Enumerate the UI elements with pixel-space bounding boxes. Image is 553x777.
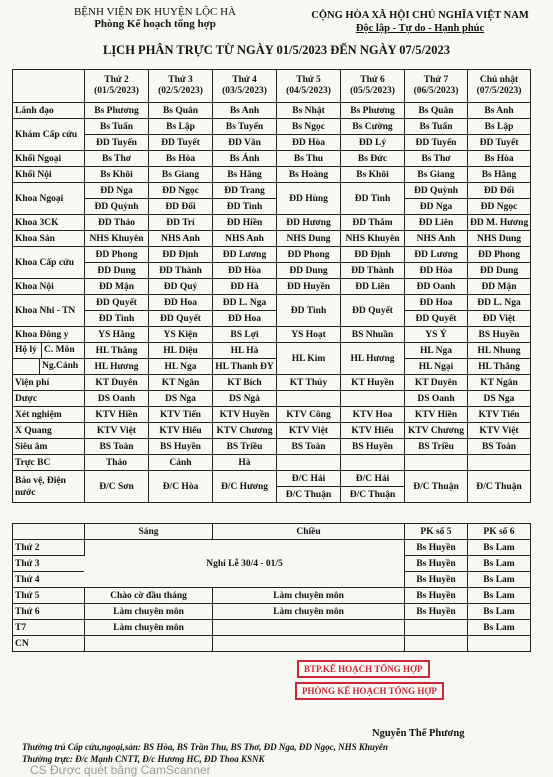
duty-cell: ĐD Tình [277, 295, 341, 327]
duty-cell: ĐD Hà [213, 279, 277, 295]
approval-stamp: BTP.KẾ HOẠCH TỔNG HỢP [297, 660, 430, 678]
duty-cell: Bs Phương [341, 103, 405, 119]
dept-label: Viện phí [13, 375, 85, 391]
day-header: Thứ 7 (06/5/2023) [405, 70, 468, 103]
day-label: Thứ 3 [13, 556, 85, 572]
day-label: Thứ 4 [13, 572, 85, 588]
duty-cell: ĐD L. Nga [213, 295, 277, 311]
table-row [13, 375, 531, 391]
duty-cell: Bs Khôi [85, 167, 149, 183]
duty-cell: ĐD Tình [85, 311, 149, 327]
duty-cell: Đ/C Hòa [149, 471, 213, 503]
day-label: Thứ 6 [13, 604, 85, 620]
duty-cell: Đ/C Hương [213, 471, 277, 503]
duty-cell: Bs Ngọc [277, 119, 341, 135]
schedule-title: LỊCH PHÂN TRỰC TỪ NGÀY 01/5/2023 ĐẾN NGÀY 07/5/2023 [102, 43, 450, 57]
duty-cell: ĐD Hòa [277, 135, 341, 151]
duty-cell: Làm chuyên môn [213, 588, 405, 604]
duty-cell: KTV Chương [405, 423, 468, 439]
duty-cell: ĐD Lương [213, 247, 277, 263]
c-mon-label: C. Môn [41, 343, 84, 358]
duty-cell: YS Ý [405, 327, 468, 343]
duty-cell: Bs Tuấn [405, 119, 468, 135]
dept-label: Xét nghiệm [13, 407, 85, 423]
duty-cell: Bs Hoàng [277, 167, 341, 183]
dept-label: Khoa Đông y [13, 327, 85, 343]
duty-cell: ĐD Hoa [149, 295, 213, 311]
duty-cell: ĐD Thành [341, 263, 405, 279]
national-header [290, 9, 550, 35]
duty-cell: ĐD Định [149, 247, 213, 263]
duty-cell: ĐD Vân [213, 135, 277, 151]
duty-cell: HL Nhung [468, 343, 531, 359]
duty-cell: HL Thắng [85, 343, 149, 359]
duty-cell [341, 391, 405, 407]
dept-label: Khoa Sản [13, 231, 85, 247]
duty-cell: NHS Khuyên [85, 231, 149, 247]
department-seal: PHÒNG KẾ HOẠCH TỔNG HỢP [295, 682, 444, 700]
table-row [13, 407, 531, 423]
duty-cell: BS Huyền [149, 439, 213, 455]
duty-cell: ĐD M. Hương [468, 215, 531, 231]
duty-cell: Bs Tuấn [85, 119, 149, 135]
duty-cell: Bs Phương [85, 103, 149, 119]
footer-note: Thường trú Cấp cứu,ngoại,sản: BS Hòa, BS Trần Thu, BS Thơ, ĐD Nga, ĐD Ngọc, NHS Khuyên [22, 742, 388, 752]
day-header: Chủ nhật (07/5/2023) [468, 70, 531, 103]
duty-cell: Cảnh [149, 455, 213, 471]
duty-cell: KTV Hiếu [149, 423, 213, 439]
duty-cell: Bs Hằng [213, 167, 277, 183]
day-label: Thứ 2 [13, 540, 85, 556]
duty-cell [85, 636, 213, 652]
table-row [13, 263, 531, 279]
duty-cell: Bs Lam [468, 588, 531, 604]
duty-cell: ĐD Hùng [277, 183, 341, 215]
duty-cell: ĐD Mận [85, 279, 149, 295]
dept-label: Khám Cấp cứu [13, 119, 85, 151]
duty-cell: NHS Dung [277, 231, 341, 247]
table-row [13, 231, 531, 247]
table-row [13, 215, 531, 231]
duty-cell: HL Ngại [405, 359, 468, 375]
day-header: Thứ 4 (03/5/2023) [213, 70, 277, 103]
duty-cell: ĐD Thảo [85, 215, 149, 231]
duty-cell: BS Toàn [277, 439, 341, 455]
duty-cell: Đ/C Thuận [405, 471, 468, 503]
duty-cell: HL Thắng [468, 359, 531, 375]
duty-cell: Bs Anh [213, 103, 277, 119]
duty-cell: Bs Anh [468, 103, 531, 119]
duty-cell: DS Nga [468, 391, 531, 407]
duty-cell: DS Ngà [213, 391, 277, 407]
duty-cell: KTV Hiền [405, 407, 468, 423]
table-row [13, 423, 531, 439]
dept-label: Khoa Nội [13, 279, 85, 295]
duty-cell: Bs Huyền [405, 556, 468, 572]
duty-cell: Bs Huyền [405, 540, 468, 556]
duty-cell [405, 636, 468, 652]
corner-cell [13, 70, 85, 103]
table-row [13, 311, 531, 327]
duty-cell: Chào cờ đầu tháng [85, 588, 213, 604]
dept-label: Siêu âm [13, 439, 85, 455]
duty-cell: NHS Anh [149, 231, 213, 247]
duty-cell: ĐD Liên [405, 215, 468, 231]
duty-cell: BS Lợi [213, 327, 277, 343]
duty-cell: Đ/C Sơn [85, 471, 149, 503]
duty-cell: Làm chuyên môn [213, 604, 405, 620]
duty-cell: KT Duyên [85, 375, 149, 391]
dept-label: Bảo vệ, Điện nước [13, 471, 85, 503]
table-row [13, 439, 531, 455]
dept-label: Khối Nội [13, 167, 85, 183]
duty-cell: KTV Tiến [468, 407, 531, 423]
duty-cell: ĐD Tình [341, 183, 405, 215]
duty-cell: HL Diệu [149, 343, 213, 359]
footer-note: Thường trực: Đ/c Mạnh CNTT, Đ/c Hương HC, ĐD Thoa KSNK [22, 754, 265, 764]
duty-cell: KT Huyền [341, 375, 405, 391]
table-row [13, 359, 531, 375]
table-row [13, 540, 531, 556]
duty-cell: ĐD Mận [468, 279, 531, 295]
duty-cell: ĐD Dung [85, 263, 149, 279]
duty-cell: ĐD Đối [149, 199, 213, 215]
duty-cell [213, 620, 405, 636]
duty-cell: HL Hà [213, 343, 277, 359]
table-row [13, 183, 531, 199]
duty-cell: Bs Lập [149, 119, 213, 135]
duty-cell: ĐD Quyết [149, 311, 213, 327]
duty-cell: DS Nga [149, 391, 213, 407]
table-row [13, 199, 531, 215]
duty-cell: YS Hằng [85, 327, 149, 343]
table-row [13, 524, 531, 540]
duty-cell: Bs Thơ [85, 151, 149, 167]
duty-cell: BS Toàn [468, 439, 531, 455]
table-row [13, 247, 531, 263]
duty-cell: ĐD Hòa [213, 263, 277, 279]
duty-cell [341, 455, 405, 471]
duty-cell: Bs Quân [405, 103, 468, 119]
duty-cell: HL Nga [405, 343, 468, 359]
duty-cell: Bs Quân [149, 103, 213, 119]
duty-cell: Bs Huyền [405, 588, 468, 604]
duty-cell: KTV Việt [85, 423, 149, 439]
signature-block [295, 659, 465, 700]
duty-cell: NHS Anh [213, 231, 277, 247]
day-label: T7 [13, 620, 85, 636]
duty-cell: ĐD Quyết [85, 295, 149, 311]
duty-cell: KTV Hiền [85, 407, 149, 423]
duty-cell: ĐD Thắm [341, 215, 405, 231]
department-name: Phòng Kế hoạch tổng hợp [94, 18, 216, 30]
duty-cell: Làm chuyên môn [85, 604, 213, 620]
duty-cell: HL Hương [85, 359, 149, 375]
hospital-header [60, 6, 250, 30]
duty-cell: Bs Tuyến [213, 119, 277, 135]
duty-cell: ĐD Oanh [405, 279, 468, 295]
dept-label [13, 343, 85, 359]
duty-cell: ĐD Tuyến [405, 135, 468, 151]
ho-ly-label: Hộ lý [15, 345, 37, 355]
duty-cell: BS Triều [405, 439, 468, 455]
duty-cell: Bs Hòa [468, 151, 531, 167]
dept-label: Khoa Nhi - TN [13, 295, 85, 327]
duty-cell: ĐD Dung [277, 263, 341, 279]
duty-cell: Bs Lam [468, 572, 531, 588]
duty-cell [213, 636, 405, 652]
duty-cell: NHS Khuyên [341, 231, 405, 247]
duty-cell: Làm chuyên môn [85, 620, 213, 636]
duty-cell: ĐD Tuyết [149, 135, 213, 151]
duty-cell: ĐD Thành [149, 263, 213, 279]
duty-cell: ĐD Tình [213, 199, 277, 215]
duty-cell: Bs Lam [468, 620, 531, 636]
table-row [13, 588, 531, 604]
duty-cell: ĐD Quyết [405, 311, 468, 327]
duty-cell: Thảo [85, 455, 149, 471]
duty-cell: NHS Dung [468, 231, 531, 247]
duty-cell: ĐD Phong [85, 247, 149, 263]
duty-cell: Bs Ánh [213, 151, 277, 167]
dept-label: Dược [13, 391, 85, 407]
duty-cell: Hà [213, 455, 277, 471]
duty-cell: ĐD Hoa [213, 311, 277, 327]
duty-cell: BS Huyền [341, 439, 405, 455]
duty-cell: ĐD Định [341, 247, 405, 263]
duty-cell: YS Kiện [149, 327, 213, 343]
duty-cell: ĐD Lương [405, 247, 468, 263]
duty-cell: KT Ngân [468, 375, 531, 391]
table-row [13, 279, 531, 295]
duty-cell: BS Huyền [468, 327, 531, 343]
duty-cell: Bs Giang [149, 167, 213, 183]
duty-cell: ĐD Dung [468, 263, 531, 279]
table-row [13, 391, 531, 407]
duty-cell: Bs Huyền [405, 572, 468, 588]
duty-cell: ĐD Liên [341, 279, 405, 295]
duty-cell: HL Kim [277, 343, 341, 375]
table-row [13, 135, 531, 151]
table-row [13, 343, 531, 359]
signer-name: Nguyễn Thế Phương [372, 728, 465, 739]
duty-cell: ĐD Ngọc [468, 199, 531, 215]
duty-cell: ĐD Quyết [341, 295, 405, 327]
duty-cell: ĐD Huyền [277, 279, 341, 295]
table-row [13, 604, 531, 620]
duty-cell: ĐD Hoa [405, 295, 468, 311]
duty-cell: KT Ngân [149, 375, 213, 391]
duty-cell: ĐD Phong [468, 247, 531, 263]
duty-cell: KTV Công [277, 407, 341, 423]
duty-cell: ĐD Hòa [405, 263, 468, 279]
dept-label [13, 359, 85, 375]
duty-cell: Bs Lam [468, 604, 531, 620]
day-header: Thứ 3 (02/5/2023) [149, 70, 213, 103]
table-row [13, 620, 531, 636]
duty-cell: ĐD Tuyến [85, 135, 149, 151]
duty-cell: KTV Hiếu [341, 423, 405, 439]
hospital-name: BỆNH VIỆN ĐK HUYỆN LỘC HÀ [73, 6, 237, 18]
duty-cell: Bs Huyền [405, 604, 468, 620]
duty-cell: ĐD Ngọc [149, 183, 213, 199]
duty-cell: ĐD Việt [468, 311, 531, 327]
duty-cell: Bs Đức [341, 151, 405, 167]
duty-cell: Bs Lam [468, 556, 531, 572]
duty-cell: ĐD Trí [149, 215, 213, 231]
clinic-schedule-table [12, 523, 531, 652]
afternoon-header: Chiều [213, 524, 405, 540]
dept-label: Khoa 3CK [13, 215, 85, 231]
duty-cell [468, 455, 531, 471]
duty-cell: KTV Huyền [213, 407, 277, 423]
duty-cell: ĐD Quỳnh [85, 199, 149, 215]
day-header: Thứ 5 (04/5/2023) [277, 70, 341, 103]
duty-cell: Đ/C Hải [277, 471, 341, 487]
duty-cell: HL Nga [149, 359, 213, 375]
duty-cell: ĐD Tuyết [468, 135, 531, 151]
duty-cell [405, 620, 468, 636]
table-row [13, 327, 531, 343]
morning-header: Sáng [85, 524, 213, 540]
dept-label: Trực BC [13, 455, 85, 471]
duty-cell: Bs Nhật [277, 103, 341, 119]
duty-cell: KTV Tiến [149, 407, 213, 423]
day-header: Thứ 6 (05/5/2023) [341, 70, 405, 103]
duty-cell: KTV Việt [277, 423, 341, 439]
day-label: Thứ 5 [13, 588, 85, 604]
duty-cell: Bs Lam [468, 540, 531, 556]
duty-cell: Bs Cường [341, 119, 405, 135]
duty-cell: Bs Hòa [149, 151, 213, 167]
national-motto: Độc lập - Tự do - Hạnh phúc [355, 23, 485, 34]
duty-cell: BS Toàn [85, 439, 149, 455]
scanner-watermark: CS Được quét bằng CamScanner [30, 763, 211, 777]
table-row [13, 167, 531, 183]
table-row [13, 471, 531, 487]
duty-cell: ĐD Nga [405, 199, 468, 215]
duty-cell: ĐD Đối [468, 183, 531, 199]
duty-cell: Đ/C Thuận [277, 487, 341, 503]
pk6-header: PK số 6 [468, 524, 531, 540]
duty-cell: ĐD Phong [277, 247, 341, 263]
duty-schedule-table [12, 69, 531, 503]
duty-cell: ĐD Quý [149, 279, 213, 295]
day-header: Thứ 2 (01/5/2023) [85, 70, 149, 103]
duty-cell: ĐD Quỳnh [405, 183, 468, 199]
ng-canh-label: Ng.Cảnh [39, 359, 84, 374]
duty-cell: DS Oanh [405, 391, 468, 407]
duty-cell: KTV Hoa [341, 407, 405, 423]
duty-cell: BS Nhuần [341, 327, 405, 343]
duty-cell: Đ/C Thuận [341, 487, 405, 503]
duty-cell: KTV Chương [213, 423, 277, 439]
duty-cell: NHS Anh [405, 231, 468, 247]
duty-cell: KT Thủy [277, 375, 341, 391]
duty-cell: HL Thanh ĐY [213, 359, 277, 375]
dept-label: Lãnh đạo [13, 103, 85, 119]
duty-cell: ĐD Nga [85, 183, 149, 199]
table-row [13, 103, 531, 119]
dept-label: Khối Ngoại [13, 151, 85, 167]
duty-cell: DS Oanh [85, 391, 149, 407]
duty-cell: ĐD L. Nga [468, 295, 531, 311]
duty-cell: KT Bích [213, 375, 277, 391]
duty-cell: ĐD Hương [277, 215, 341, 231]
day-header-row [13, 70, 531, 103]
duty-cell: Đ/C Thuận [468, 471, 531, 503]
duty-cell [277, 455, 341, 471]
duty-cell [468, 636, 531, 652]
table-row [13, 455, 531, 471]
corner-cell [13, 524, 85, 540]
table-row [13, 636, 531, 652]
holiday-note: Nghỉ Lễ 30/4 - 01/5 [85, 540, 405, 588]
duty-cell: ĐD Trang [213, 183, 277, 199]
duty-cell: HL Hương [341, 343, 405, 375]
duty-cell: Đ/C Hải [341, 471, 405, 487]
duty-cell: Bs Khôi [341, 167, 405, 183]
duty-cell: YS Hoạt [277, 327, 341, 343]
duty-cell: KTV Việt [468, 423, 531, 439]
duty-cell: Bs Giang [405, 167, 468, 183]
duty-cell: KT Duyên [405, 375, 468, 391]
duty-cell: Bs Lập [468, 119, 531, 135]
table-row [13, 119, 531, 135]
dept-label: X Quang [13, 423, 85, 439]
duty-cell: Bs Thu [277, 151, 341, 167]
pk5-header: PK số 5 [405, 524, 468, 540]
duty-cell [405, 455, 468, 471]
dept-label: Khoa Ngoại [13, 183, 85, 215]
table-row [13, 295, 531, 311]
duty-cell: ĐD Hiền [213, 215, 277, 231]
duty-cell: BS Triều [213, 439, 277, 455]
table-row [13, 151, 531, 167]
duty-cell [277, 391, 341, 407]
duty-cell: Bs Hằng [468, 167, 531, 183]
duty-cell: Bs Thơ [405, 151, 468, 167]
country-name: CỘNG HÒA XÃ HỘI CHỦ NGHĨA VIỆT NAM [311, 10, 529, 21]
dept-label: Khoa Cấp cứu [13, 247, 85, 279]
day-label: CN [13, 636, 85, 652]
duty-cell: ĐD Lý [341, 135, 405, 151]
